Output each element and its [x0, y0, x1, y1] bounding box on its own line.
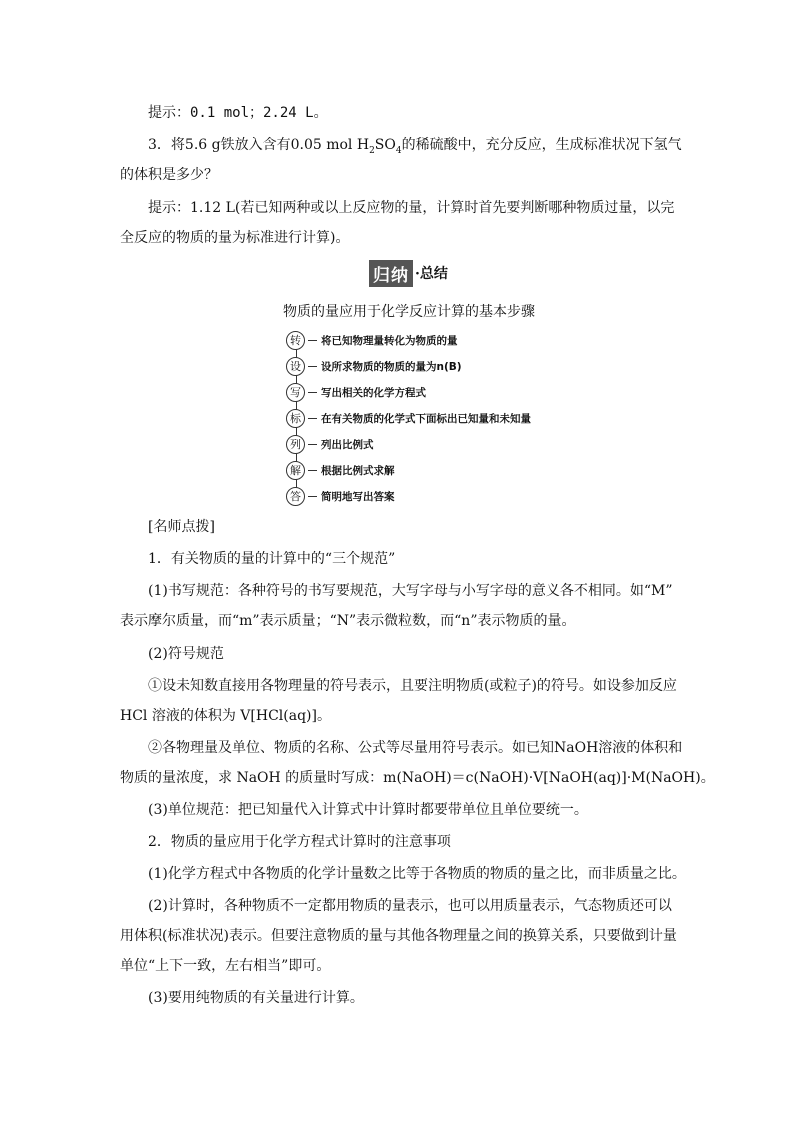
step-char-circle: 标	[286, 409, 305, 428]
question-3-line-2: 的体积是多少？	[120, 167, 218, 183]
flow-step-5	[286, 434, 374, 454]
question-number: 3．	[148, 137, 171, 153]
section-1-para-4-line-2: 物质的量浓度，求 NaOH 的质量时写成：m(NaOH)＝c(NaOH)·V[NaOH(aq)]·M(NaOH)。	[120, 770, 715, 786]
step-dash	[308, 392, 317, 393]
step-dash	[308, 418, 317, 419]
step-dash	[308, 496, 317, 497]
hint-1	[148, 104, 708, 122]
step-dash	[308, 470, 317, 471]
section-1-para-5: (3)单位规范：把已知量代入计算式中计算时都要带单位且单位要统一。	[148, 802, 588, 818]
section-1-para-3-line-1: ①设未知数直接用各物理量的符号表示，且要注明物质(或粒子)的符号。如设参加反应	[148, 678, 677, 694]
section-1-para-4-line-1: ②各物理量及单位、物质的名称、公式等尽量用符号表示。如已知NaOH溶液的体积和	[148, 740, 683, 756]
step-char-circle: 转	[286, 331, 305, 350]
step-text: 将已知物理量转化为物质的量	[321, 334, 458, 347]
step-text: 简明地写出答案	[321, 490, 395, 503]
section-2-para-2-line-2: 用体积(标准状况)表示。但要注意物质的量与其他各物理量之间的换算关系，只要做到计量	[120, 928, 677, 944]
step-dash	[308, 366, 317, 367]
step-char-circle: 列	[286, 435, 305, 454]
section-2-title: 2．物质的量应用于化学方程式计算时的注意事项	[148, 834, 451, 850]
section-1-title: 1．有关物质的量的计算中的“三个规范”	[148, 551, 396, 567]
question-text-2: SO	[374, 137, 396, 153]
subscript-4: 4	[395, 145, 402, 156]
flow-step-1	[286, 330, 458, 350]
hint-3-line-1: 提示：1.12 L(若已知两种或以上反应物的量，计算时首先要判断哪种物质过量，以完	[148, 200, 675, 216]
question-3-line-1	[148, 136, 708, 160]
flowchart-title: 物质的量应用于化学反应计算的基本步骤	[283, 304, 535, 320]
subscript-2: 2	[369, 145, 375, 156]
flow-step-3	[286, 382, 426, 402]
step-dash	[308, 340, 317, 341]
step-dash	[308, 444, 317, 445]
question-text-3: 的稀硫酸中，充分反应，生成标准状况下氢气	[401, 137, 682, 153]
section-1-para-2: (2)符号规范	[148, 646, 224, 662]
section-1-para-3-line-2: HCl 溶液的体积为 V[HCl(aq)]。	[120, 708, 331, 724]
step-char-circle: 答	[286, 487, 305, 506]
flow-step-6	[286, 460, 395, 480]
section-2-para-2-line-1: (2)计算时，各种物质不一定都用物质的量表示，也可以用质量表示，气态物质还可以	[148, 898, 672, 914]
summary-suffix: ·总结	[415, 266, 448, 282]
summary-badge: 归纳	[369, 260, 413, 287]
step-text: 列出比例式	[321, 438, 374, 451]
section-1-para-1-line-1: (1)书写规范：各种符号的书写要规范，大写字母与小写字母的意义各不相同。如“M”	[148, 583, 673, 599]
flow-step-2	[286, 356, 462, 376]
section-1-para-1-line-2: 表示摩尔质量，而“m”表示质量；“N”表示微粒数，而“n”表示物质的量。	[120, 613, 576, 629]
step-text: 设所求物质的物质的量为n(B)	[321, 360, 462, 373]
hint-3-line-2: 全反应的物质的量为标准进行计算)。	[120, 230, 350, 246]
step-text: 根据比例式求解	[321, 464, 395, 477]
tips-header: [名师点拨]	[148, 519, 215, 535]
step-text: 在有关物质的化学式下面标出已知量和未知量	[321, 412, 531, 425]
summary-heading	[369, 261, 448, 285]
question-text-1: 将5.6 g铁放入含有0.05 mol H	[170, 137, 370, 153]
section-2-para-1: (1)化学方程式中各物质的化学计量数之比等于各物质的物质的量之比，而非质量之比。	[148, 866, 686, 882]
section-2-para-3: (3)要用纯物质的有关量进行计算。	[148, 990, 364, 1006]
step-text: 写出相关的化学方程式	[321, 386, 426, 399]
hint-1-label: 提示：	[148, 105, 190, 121]
step-char-circle: 设	[286, 357, 305, 376]
step-char-circle: 解	[286, 461, 305, 480]
flow-step-7	[286, 486, 395, 506]
step-char-circle: 写	[286, 383, 305, 402]
flow-step-4	[286, 408, 531, 428]
section-2-para-2-line-3: 单位“上下一致，左右相当”即可。	[120, 958, 331, 974]
hint-1-value: 0.1 mol；2.24 L。	[190, 105, 328, 121]
